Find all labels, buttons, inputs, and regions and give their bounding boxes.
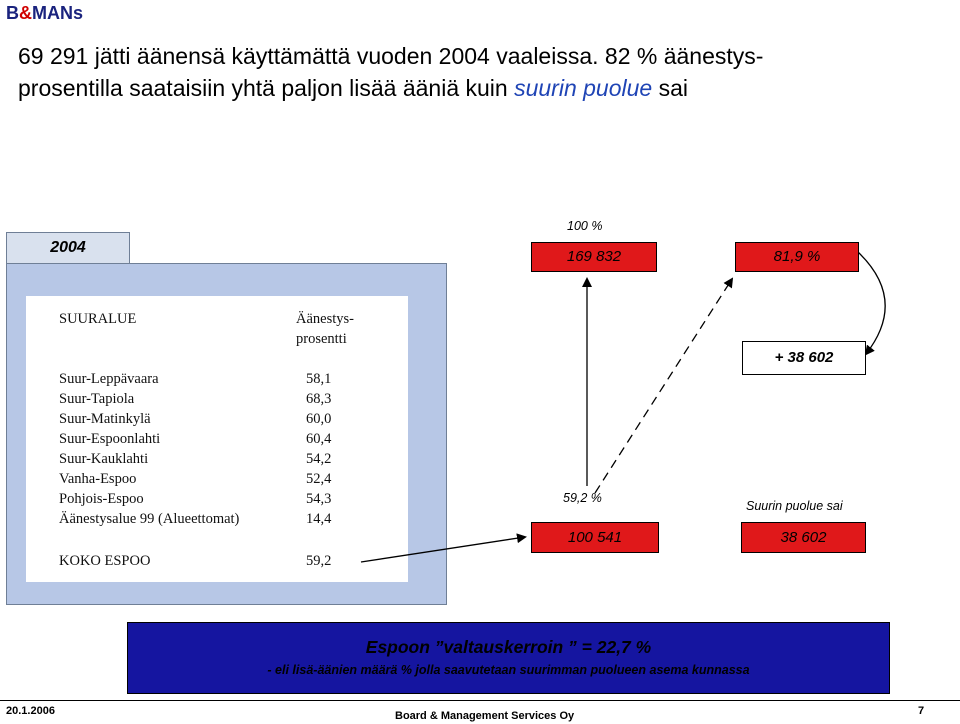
footer-page-number: 7 [918, 705, 925, 717]
arrow-curve-to-plus-box [858, 252, 885, 354]
label-100-pct: 100 % [567, 219, 603, 233]
table-row-pct: 14,4 [306, 511, 332, 527]
table-row-pct: 54,3 [306, 491, 332, 507]
table-row-area: Suur-Kauklahti [59, 451, 149, 467]
table-row-pct: 52,4 [306, 471, 332, 487]
box-38602: 38 602 [741, 522, 866, 553]
headline-line2-pre: prosentilla saataisiin yhtä paljon lisää ääniä kuin [18, 75, 515, 101]
banner-line2: - eli lisä-äänien määrä % jolla saavutetaan suurimman puolueen asema kunnassa [267, 663, 750, 677]
headline-line1: 69 291 jätti äänensä käyttämättä vuoden 2004 vaaleissa. 82 % äänestys- [18, 43, 764, 69]
arrow-dashed-diagonal [595, 279, 732, 493]
table-total-pct: 59,2 [306, 553, 332, 569]
table-row-area: Suur-Tapiola [59, 391, 135, 407]
table-header-pct-1: Äänestys- [296, 311, 354, 327]
table-row-area: Suur-Matinkylä [59, 411, 151, 427]
summary-banner [127, 622, 890, 694]
footer-date: 20.1.2006 [6, 705, 55, 717]
year-box: 2004 [6, 232, 130, 264]
table-row-area: Vanha-Espoo [59, 471, 137, 487]
logo-suffix: MANs [32, 3, 84, 23]
arrow-table-to-100541 [361, 537, 525, 562]
label-largest-party: Suurin puolue sai [746, 499, 843, 513]
logo-prefix: B [6, 3, 19, 23]
box-100541: 100 541 [531, 522, 659, 553]
table-header-area: SUURALUE [59, 311, 137, 327]
logo-ampersand: & [19, 3, 32, 23]
table-row-area: Äänestysalue 99 (Alueettomat) [59, 511, 240, 527]
headline-line2-post: sai [652, 75, 688, 101]
table-row-area: Pohjois-Espoo [59, 491, 144, 507]
headline-highlight: suurin puolue [514, 75, 653, 101]
table-row-area: Suur-Espoonlahti [59, 431, 161, 447]
footer-divider [0, 700, 960, 701]
table-row-pct: 60,4 [306, 431, 332, 447]
table-total-area: KOKO ESPOO [59, 553, 151, 569]
box-plus-38602: + 38 602 [742, 341, 866, 375]
banner-line1: Espoon ”valtauskerroin ” = 22,7 % [365, 637, 652, 657]
label-59-2-pct: 59,2 % [563, 491, 602, 505]
table-row-pct: 68,3 [306, 391, 332, 407]
table-header-pct-2: prosentti [296, 331, 347, 347]
box-169832: 169 832 [531, 242, 657, 272]
table-row-pct: 54,2 [306, 451, 332, 467]
table-row-area: Suur-Leppävaara [59, 371, 159, 387]
table-row-pct: 58,1 [306, 371, 332, 387]
box-81-9-pct: 81,9 % [735, 242, 859, 272]
footer-company: Board & Management Services Oy [395, 710, 575, 722]
table-row-pct: 60,0 [306, 411, 332, 427]
